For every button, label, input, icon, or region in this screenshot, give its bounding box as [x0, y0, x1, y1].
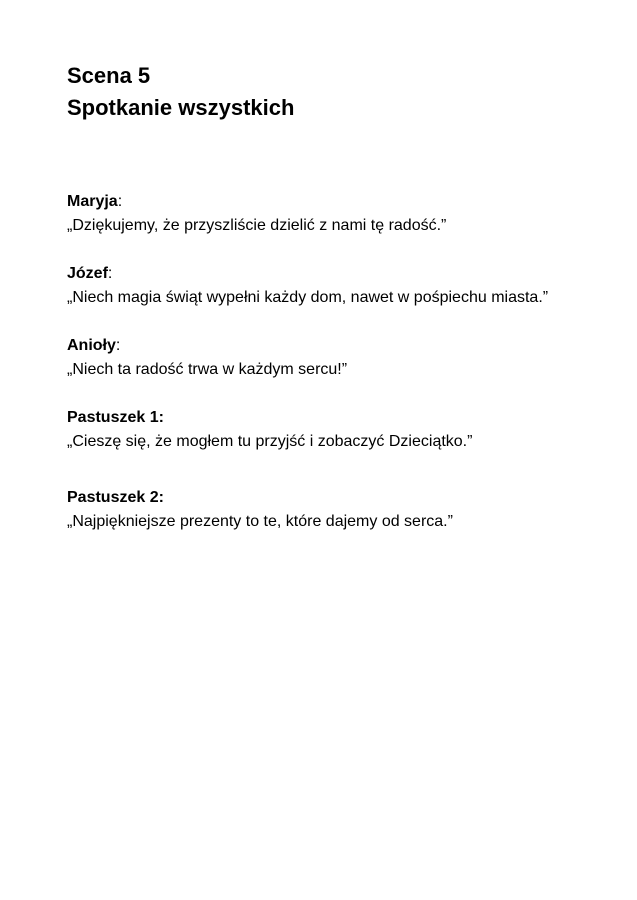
- speaker-colon: :: [115, 337, 121, 354]
- speaker-colon: :: [107, 265, 113, 282]
- dialogue-line: „Cieszę się, że mogłem tu przyjść i zobaczyć Dzieciątko.”: [67, 433, 473, 450]
- speaker-name: Maryja: [67, 193, 118, 210]
- dialogue-entry: [67, 262, 607, 310]
- scene-number: Scena 5: [67, 63, 151, 88]
- scene-heading: [67, 60, 607, 124]
- dialogue-entry: [67, 334, 607, 382]
- speaker-colon: :: [117, 193, 123, 210]
- speaker-name: Pastuszek 2:: [67, 489, 164, 506]
- speaker-name: Pastuszek 1:: [67, 409, 164, 426]
- dialogue-list: [67, 190, 607, 534]
- scene-title: Spotkanie wszystkich: [67, 95, 295, 120]
- dialogue-entry: [67, 406, 607, 454]
- script-page: [67, 60, 607, 534]
- speaker-name: Józef: [67, 265, 108, 282]
- dialogue-entry: [67, 190, 607, 238]
- dialogue-line: „Niech ta radość trwa w każdym sercu!”: [67, 361, 348, 378]
- speaker-name: Anioły: [67, 337, 116, 354]
- dialogue-line: „Niech magia świąt wypełni każdy dom, nawet w pośpiechu miasta.”: [67, 289, 549, 306]
- dialogue-entry: [67, 486, 607, 534]
- dialogue-line: „Najpiękniejsze prezenty to te, które dajemy od serca.”: [67, 513, 453, 530]
- dialogue-line: „Dziękujemy, że przyszliście dzielić z nami tę radość.”: [67, 217, 447, 234]
